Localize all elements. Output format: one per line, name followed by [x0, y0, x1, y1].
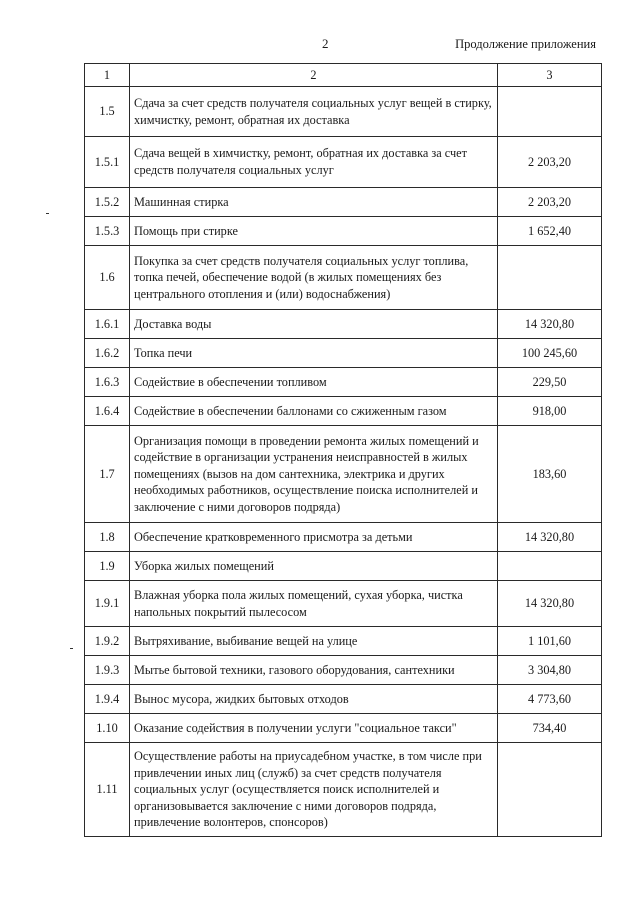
service-price: 1 652,40 — [498, 217, 602, 246]
row-number: 1.7 — [85, 426, 130, 523]
row-number: 1.6.3 — [85, 368, 130, 397]
service-description: Мытье бытовой техники, газового оборудования, сантехники — [130, 656, 498, 685]
service-description: Топка печи — [130, 339, 498, 368]
service-description: Сдача вещей в химчистку, ремонт, обратная их доставка за счет средств получателя социальных услуг — [130, 137, 498, 188]
row-number: 1.6 — [85, 246, 130, 310]
table-row — [85, 368, 602, 397]
table-row — [85, 217, 602, 246]
service-price: 4 773,60 — [498, 685, 602, 714]
service-price — [498, 743, 602, 837]
service-price: 14 320,80 — [498, 523, 602, 552]
service-price: 918,00 — [498, 397, 602, 426]
row-number: 1.10 — [85, 714, 130, 743]
table-row — [85, 627, 602, 656]
service-price — [498, 87, 602, 137]
service-description: Сдача за счет средств получателя социальных услуг вещей в стирку, химчистку, ремонт, обратная их доставка — [130, 87, 498, 137]
margin-mark — [46, 213, 49, 214]
row-number: 1.5.2 — [85, 188, 130, 217]
table-row — [85, 397, 602, 426]
service-price: 183,60 — [498, 426, 602, 523]
row-number: 1.11 — [85, 743, 130, 837]
service-price — [498, 246, 602, 310]
service-description: Машинная стирка — [130, 188, 498, 217]
table-row — [85, 581, 602, 627]
services-price-table — [84, 63, 602, 837]
service-description: Организация помощи в проведении ремонта жилых помещений и содействие в организации устранения неисправностей в жилых помещениях (вызов на дом сантехника, электрика и других необходимых работников, осуществление поиска исполнителей и заключение с ними договоров подряда) — [130, 426, 498, 523]
continuation-label: Продолжение приложения — [455, 37, 596, 51]
service-description: Уборка жилых помещений — [130, 552, 498, 581]
service-description: Покупка за счет средств получателя социальных услуг топлива, топка печей, обеспечение водой (в жилых помещениях без центрального отопления и (или) водоснабжения) — [130, 246, 498, 310]
service-description: Осуществление работы на приусадебном участке, в том числе при привлечении иных лиц (служб) за счет средств получателя социальных услуг (осуществляется поиск исполнителей и организовывается заключение с ними договоров подряда, привлечение волонтеров, спонсоров) — [130, 743, 498, 837]
service-description: Влажная уборка пола жилых помещений, сухая уборка, чистка напольных покрытий пылесосом — [130, 581, 498, 627]
row-number: 1.5 — [85, 87, 130, 137]
service-price: 14 320,80 — [498, 310, 602, 339]
table-row — [85, 685, 602, 714]
row-number: 1.5.3 — [85, 217, 130, 246]
table-row — [85, 523, 602, 552]
row-number: 1.6.1 — [85, 310, 130, 339]
row-number: 1.6.4 — [85, 397, 130, 426]
service-description: Вытряхивание, выбивание вещей на улице — [130, 627, 498, 656]
table-row — [85, 426, 602, 523]
column-header-service: 2 — [130, 64, 498, 87]
service-price — [498, 552, 602, 581]
table-row — [85, 743, 602, 837]
service-description: Доставка воды — [130, 310, 498, 339]
service-price: 734,40 — [498, 714, 602, 743]
service-price: 1 101,60 — [498, 627, 602, 656]
page-number: 2 — [322, 36, 329, 51]
row-number: 1.8 — [85, 523, 130, 552]
service-price: 229,50 — [498, 368, 602, 397]
table-row — [85, 87, 602, 137]
row-number: 1.9.1 — [85, 581, 130, 627]
table-row — [85, 246, 602, 310]
service-price: 2 203,20 — [498, 188, 602, 217]
service-description: Помощь при стирке — [130, 217, 498, 246]
service-price: 14 320,80 — [498, 581, 602, 627]
table-row — [85, 188, 602, 217]
column-header-price: 3 — [498, 64, 602, 87]
table-row — [85, 137, 602, 188]
table-row — [85, 339, 602, 368]
row-number: 1.6.2 — [85, 339, 130, 368]
table-row — [85, 714, 602, 743]
table-row — [85, 656, 602, 685]
row-number: 1.9 — [85, 552, 130, 581]
row-number: 1.9.3 — [85, 656, 130, 685]
service-description: Вынос мусора, жидких бытовых отходов — [130, 685, 498, 714]
service-description: Содействие в обеспечении баллонами со сжиженным газом — [130, 397, 498, 426]
column-header-number: 1 — [85, 64, 130, 87]
table-header-row — [85, 64, 602, 87]
service-price: 100 245,60 — [498, 339, 602, 368]
service-description: Обеспечение кратковременного присмотра за детьми — [130, 523, 498, 552]
row-number: 1.9.2 — [85, 627, 130, 656]
row-number: 1.5.1 — [85, 137, 130, 188]
service-description: Содействие в обеспечении топливом — [130, 368, 498, 397]
row-number: 1.9.4 — [85, 685, 130, 714]
table-row — [85, 552, 602, 581]
service-price: 2 203,20 — [498, 137, 602, 188]
margin-mark — [70, 648, 73, 649]
service-description: Оказание содействия в получении услуги "социальное такси" — [130, 714, 498, 743]
service-price: 3 304,80 — [498, 656, 602, 685]
table-row — [85, 310, 602, 339]
